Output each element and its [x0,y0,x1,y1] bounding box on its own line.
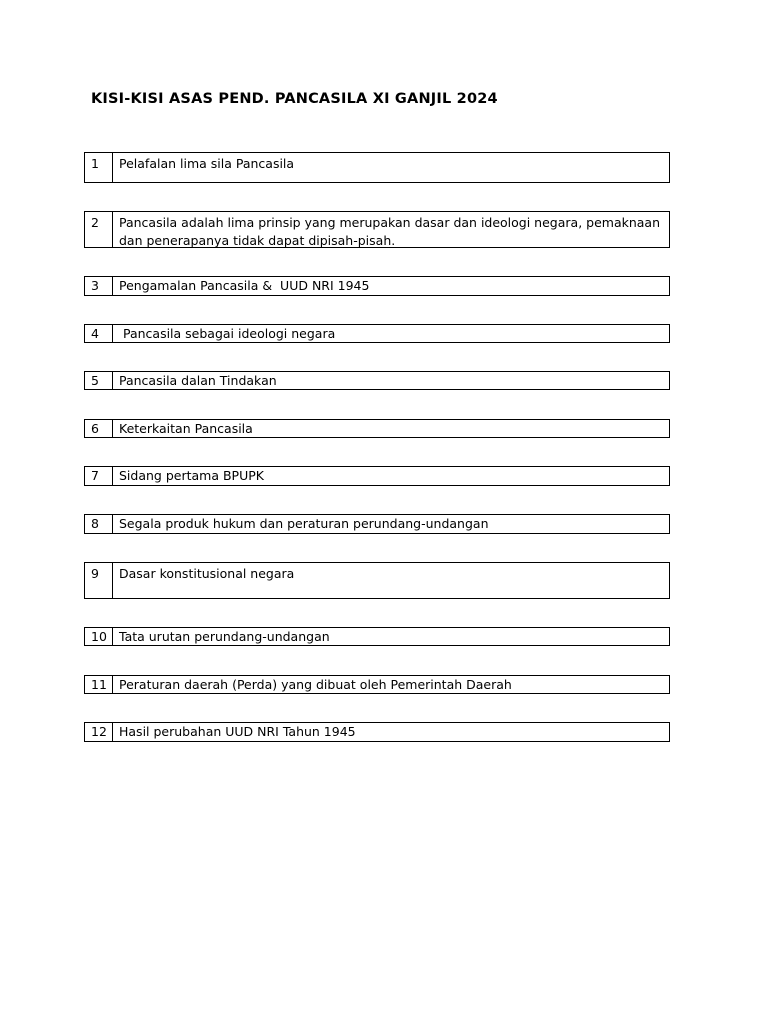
item-number: 11 [85,676,113,693]
item-number: 1 [85,153,113,182]
list-item [84,722,670,742]
item-number: 3 [85,277,113,295]
item-number: 4 [85,325,113,342]
item-text: Pancasila adalah lima prinsip yang merupakan dasar dan ideologi negara, pemaknaan dan penerapanya tidak dapat dipisah-pisah. [119,215,664,248]
list-item [84,466,670,486]
item-number: 12 [85,723,113,741]
item-number: 7 [85,467,113,485]
list-item [84,371,670,390]
list-item [84,211,670,248]
item-text: Hasil perubahan UUD NRI Tahun 1945 [119,724,356,739]
document-title: KISI-KISI ASAS PEND. PANCASILA XI GANJIL 2024 [91,91,498,107]
item-number: 9 [85,563,113,598]
item-text: Keterkaitan Pancasila [119,421,253,436]
item-text: Pelafalan lima sila Pancasila [119,156,295,171]
list-item [84,419,670,438]
item-number: 10 [85,628,113,645]
item-text: Dasar konstitusional negara [119,566,295,581]
list-item [84,562,670,599]
item-text: Peraturan daerah (Perda) yang dibuat oleh Pemerintah Daerah [119,677,512,692]
item-text: Tata urutan perundang-undangan [119,629,330,644]
item-text: Pancasila dalan Tindakan [119,373,277,388]
item-text: Pancasila sebagai ideologi negara [119,326,336,341]
list-item [84,514,670,534]
list-item [84,675,670,694]
item-text: Pengamalan Pancasila & UUD NRI 1945 [119,278,370,293]
list-item [84,627,670,646]
list-item [84,324,670,343]
item-number: 8 [85,515,113,533]
list-item [84,276,670,296]
item-number: 6 [85,420,113,437]
item-text: Sidang pertama BPUPK [119,468,264,483]
list-item [84,152,670,183]
item-number: 2 [85,212,113,247]
item-number: 5 [85,372,113,389]
item-text: Segala produk hukum dan peraturan perundang-undangan [119,516,489,531]
